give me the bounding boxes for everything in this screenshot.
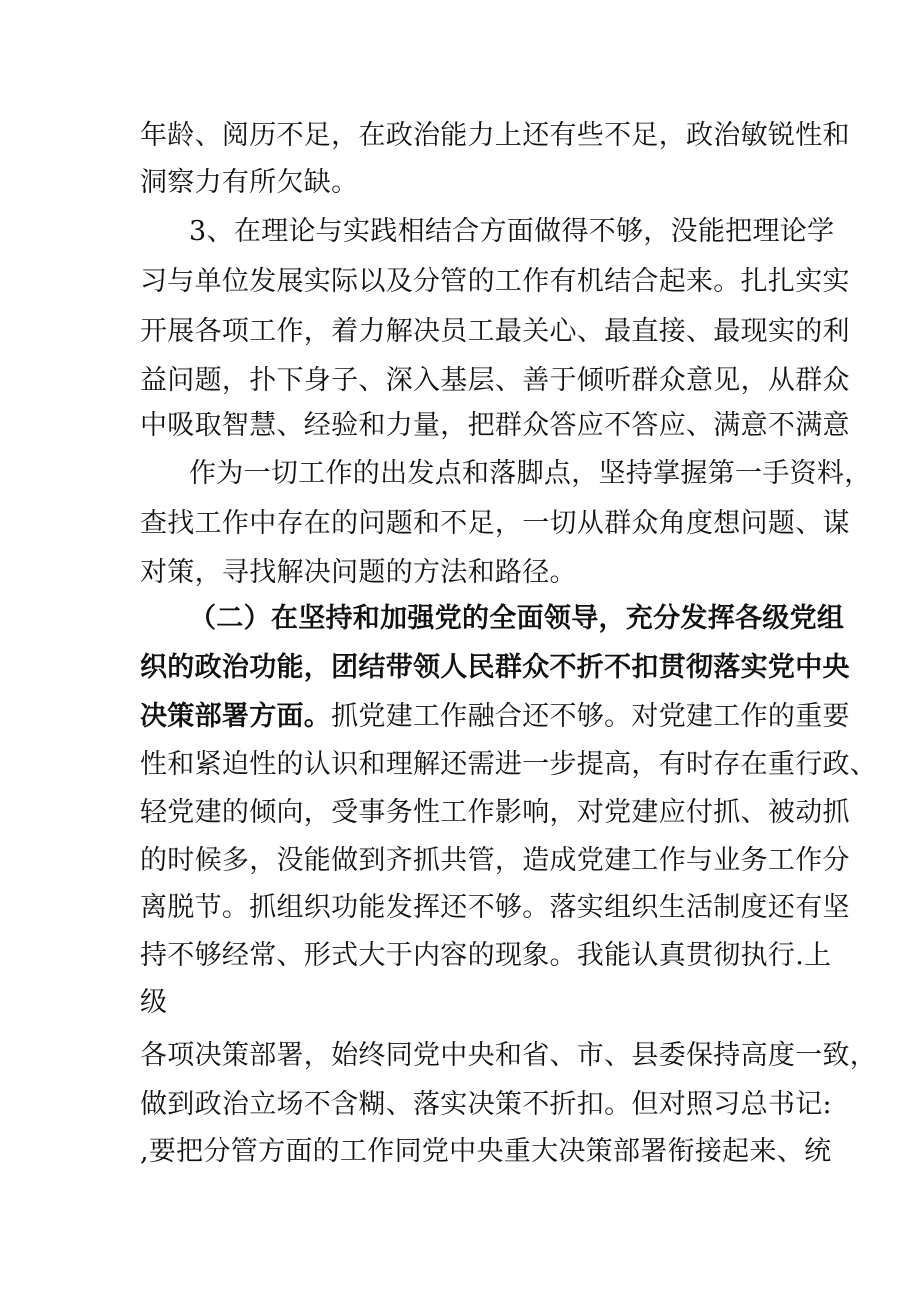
text-segment: 性和紧迫性的认识和理解还需进一步提高，有时存在重行政、 — [140, 749, 878, 780]
text-line — [140, 553, 577, 593]
section-heading-line — [140, 648, 850, 688]
text-segment: 持不够经常、形式大于内容的现象。我能认真贯彻执行.上 — [140, 940, 832, 971]
text-line — [140, 361, 850, 401]
text-segment: 年龄、阅历不足，在政治能力上还有些不足，政治敏锐性和 — [140, 120, 850, 151]
text-line — [140, 793, 850, 833]
text-segment: 洞察力有所欠缺。 — [140, 167, 359, 198]
text-line — [140, 1132, 831, 1172]
text-line — [189, 212, 834, 252]
text-segment: 轻党建的倾向，受事务性工作影响，对党建应付抓、被动抓 — [140, 797, 850, 828]
section-heading: 织的政治功能，团结带领人民群众不折不扣贯彻落实党中央 — [140, 652, 850, 683]
text-segment: 益问题，扑下身子、深入基层、善于倾听群众意见，从群众 — [140, 365, 850, 396]
text-line — [140, 841, 850, 881]
text-segment: ,要把分管方面的工作同党中央重大决策部署衔接起来、统 — [140, 1136, 832, 1167]
text-line — [140, 745, 877, 785]
text-segment: 对策，寻找解决问题的方法和路径。 — [140, 557, 577, 588]
text-line — [140, 888, 850, 928]
text-line — [140, 1085, 832, 1125]
text-segment: 开展各项工作，着力解决员工最关心、最直接、最现实的利 — [140, 316, 850, 347]
section-heading-line — [189, 599, 844, 639]
text-line — [140, 1036, 877, 1076]
text-segment: 抓党建工作融合还不够。对党建工作的重要 — [331, 701, 850, 732]
text-line — [189, 454, 872, 494]
text-line — [140, 936, 831, 976]
text-line — [140, 406, 850, 446]
text-segment: 作为一切工作的出发点和落脚点，坚持掌握第一手资料， — [189, 458, 872, 489]
text-line — [140, 262, 850, 302]
text-line — [140, 163, 358, 203]
section-heading: 决策部署方面。 — [140, 701, 332, 732]
text-segment: 查找工作中存在的问题和不足，一切从群众角度想问题、谋 — [140, 508, 850, 539]
text-segment: 做到政治立场不含糊、落实决策不折扣。但对照习总书记: — [140, 1089, 832, 1120]
text-line — [140, 116, 850, 156]
text-line — [140, 697, 850, 737]
text-line — [140, 983, 167, 1023]
text-segment: 级 — [140, 987, 168, 1018]
section-heading: （二）在坚持和加强党的全面领导，充分发挥各级党组 — [189, 603, 845, 634]
text-segment: 离脱节。抓组织功能发挥还不够。落实组织生活制度还有坚 — [140, 892, 850, 923]
text-line — [140, 312, 850, 352]
text-segment: 各项决策部署，始终同党中央和省、市、县委保持高度一致， — [140, 1040, 878, 1071]
text-segment: 习与单位发展实际以及分管的工作有机结合起来。扎扎实实 — [140, 266, 850, 297]
text-segment: 的时候多，没能做到齐抓共管，造成党建工作与业务工作分 — [140, 845, 850, 876]
text-line — [140, 504, 850, 544]
text-segment: 3、在理论与实践相结合方面做得不够，没能把理论学 — [189, 216, 835, 247]
text-segment: 中吸取智慧、经验和力量，把群众答应不答应、满意不满意 — [140, 410, 850, 441]
